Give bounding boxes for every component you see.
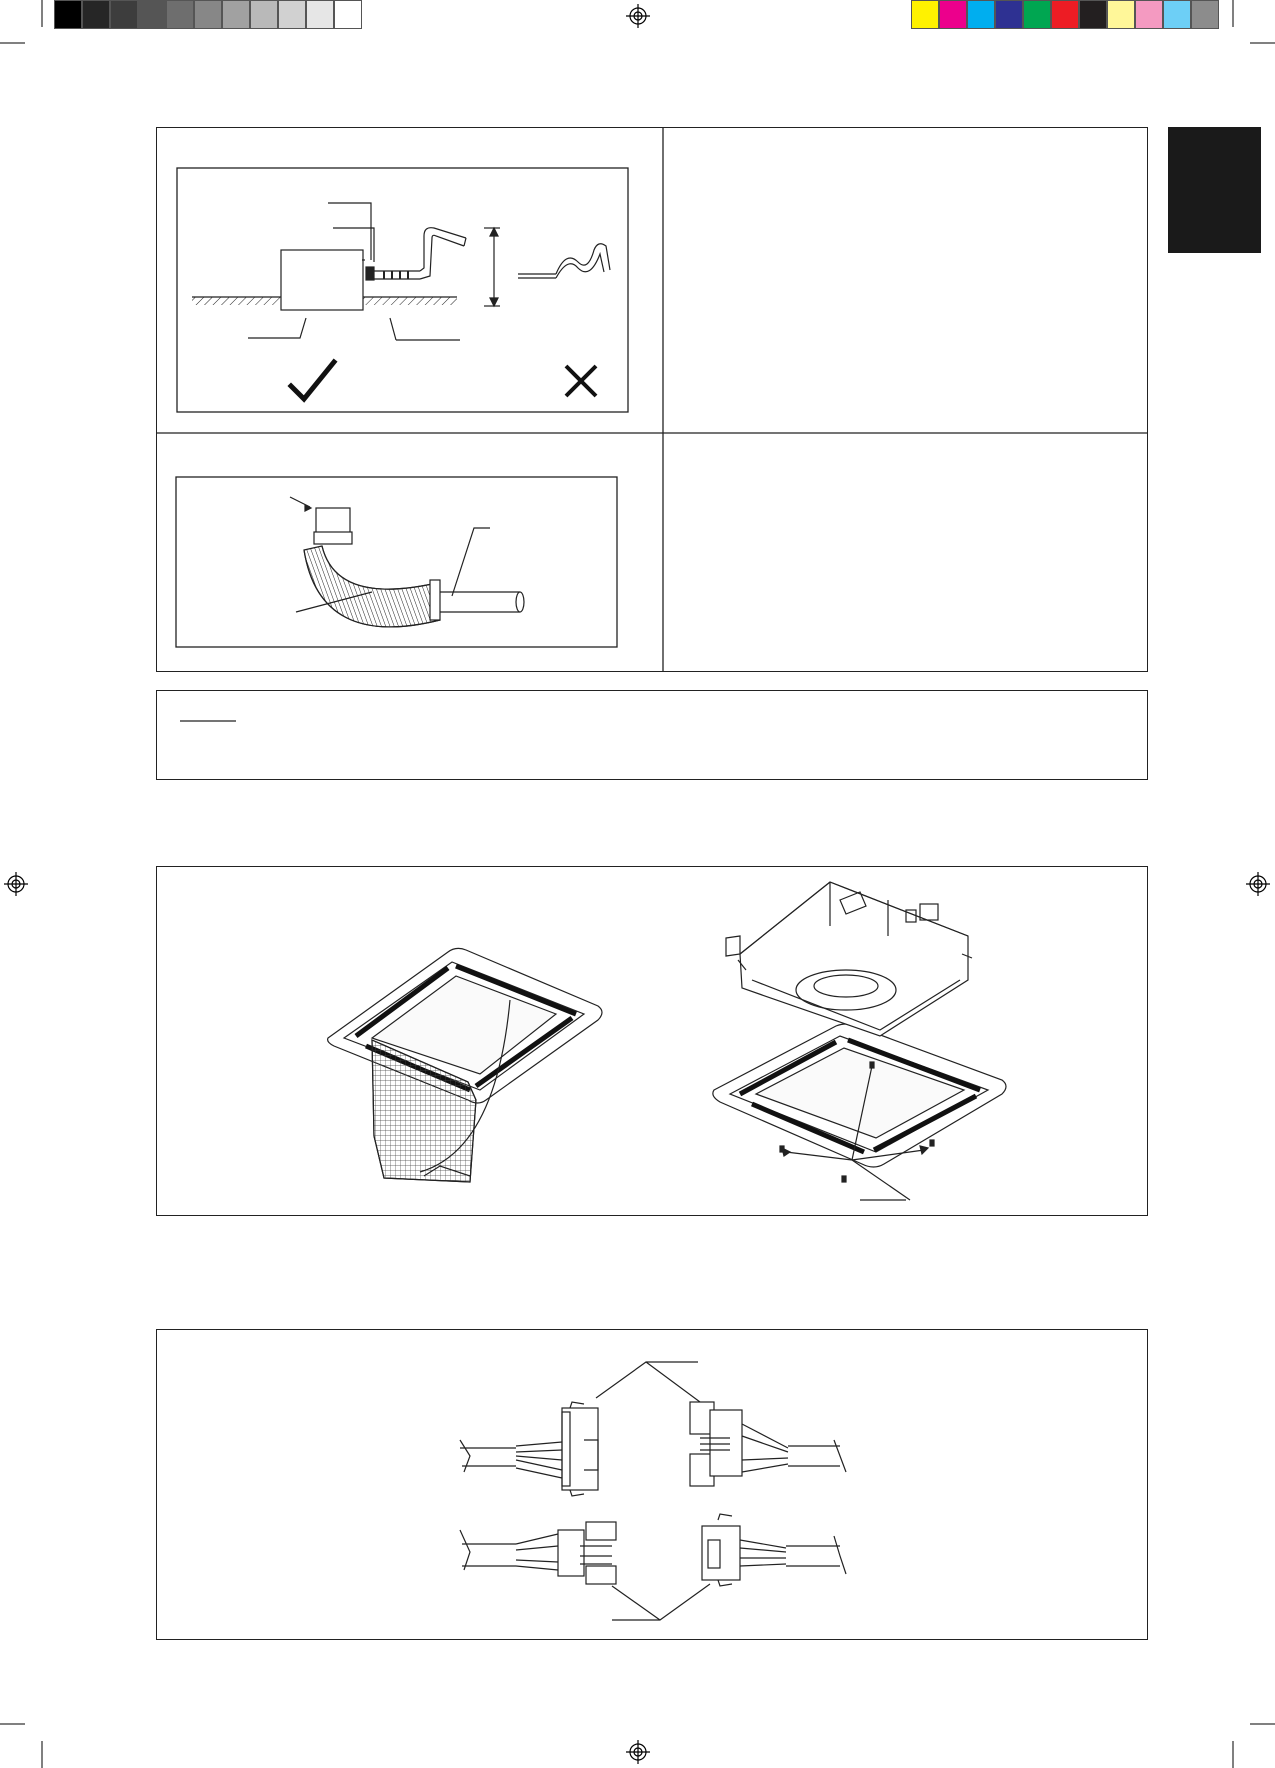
flexible-drain-hose-figure	[176, 477, 617, 647]
registration-mark-icon	[4, 4, 1270, 1764]
wiring-connectors-figure	[460, 1362, 846, 1620]
check-mark-icon	[291, 362, 334, 399]
cross-mark-icon	[566, 366, 596, 396]
drain-pipe-slope-figure	[177, 168, 628, 412]
decorative-panel-with-grille-figure	[328, 882, 1006, 1200]
